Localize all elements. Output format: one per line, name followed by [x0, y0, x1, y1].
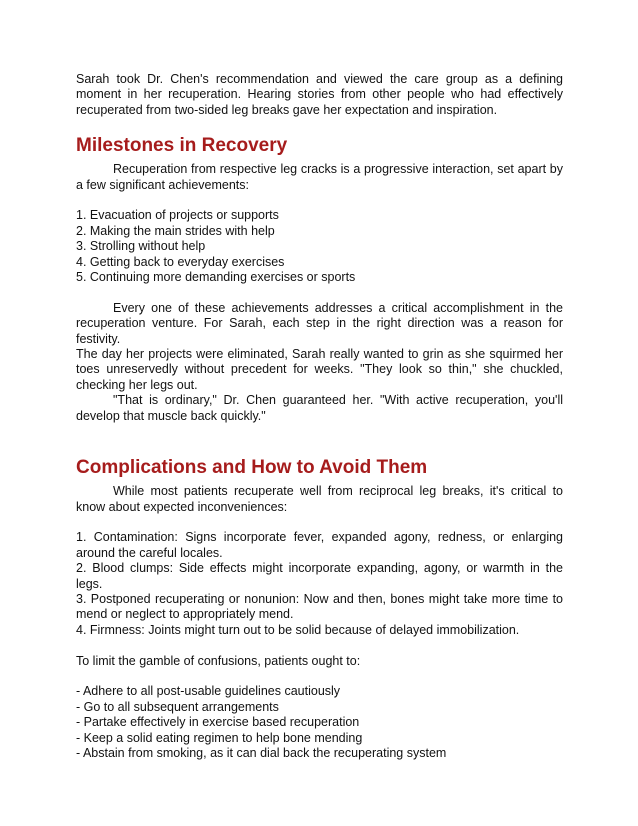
list-item: 2. Blood clumps: Side effects might incorporate expanding, agony, or warmth in the legs.: [76, 561, 563, 591]
list-item: - Keep a solid eating regimen to help bone mending: [76, 730, 363, 745]
list-item: 1. Evacuation of projects or supports: [76, 208, 279, 223]
milestones-paragraph-3: "That is ordinary," Dr. Chen guaranteed her. "With active recuperation, you'll develop that muscle back quickly.": [76, 393, 563, 423]
list-item: 3. Strolling without help: [76, 239, 206, 254]
milestones-paragraph-2: The day her projects were eliminated, Sarah really wanted to grin as she squirmed her toes unreservedly without precedent for weeks. "They look so thin," she chuckled, checking her legs out.: [76, 347, 563, 392]
list-item: 4. Firmness: Joints might turn out to be solid because of delayed immobilization.: [76, 622, 520, 637]
document-page: [76, 72, 563, 761]
list-item: - Abstain from smoking, as it can dial back the recuperating system: [76, 745, 447, 760]
list-item: 5. Continuing more demanding exercises or sports: [76, 270, 356, 285]
milestones-lead: Recuperation from respective leg cracks is a progressive interaction, set apart by a few significant achievements:: [76, 162, 563, 192]
milestones-heading: Milestones in Recovery: [76, 135, 288, 157]
prevention-list: [76, 684, 563, 761]
list-item: - Partake effectively in exercise based recuperation: [76, 715, 360, 730]
milestones-list: [76, 208, 563, 285]
list-item: 2. Making the main strides with help: [76, 223, 275, 238]
list-item: 3. Postponed recuperating or nonunion: Now and then, bones might take more time to mend or neglect to appropriately mend.: [76, 591, 563, 622]
list-item: 4. Getting back to everyday exercises: [76, 254, 285, 269]
list-item: - Go to all subsequent arrangements: [76, 699, 279, 714]
list-item: - Adhere to all post-usable guidelines cautiously: [76, 684, 341, 699]
milestones-paragraph-1: Every one of these achievements addresses a critical accomplishment in the recuperation venture. For Sarah, each step in the right direction was a reason for festivity.: [76, 300, 563, 346]
list-item: 1. Contamination: Signs incorporate fever, expanded agony, redness, or enlarging around the careful locales.: [76, 530, 563, 560]
prevention-lead: To limit the gamble of confusions, patients ought to:: [76, 653, 361, 668]
complications-list: [76, 530, 563, 638]
complications-heading: Complications and How to Avoid Them: [76, 457, 428, 479]
intro-paragraph: Sarah took Dr. Chen's recommendation and viewed the care group as a defining moment in her recuperation. Hearing stories from other people who had effectively recuperated from two-sided leg breaks gave her expectation and inspiration.: [76, 72, 563, 117]
complications-lead: While most patients recuperate well from reciprocal leg breaks, it's critical to know about expected inconveniences:: [76, 484, 563, 514]
